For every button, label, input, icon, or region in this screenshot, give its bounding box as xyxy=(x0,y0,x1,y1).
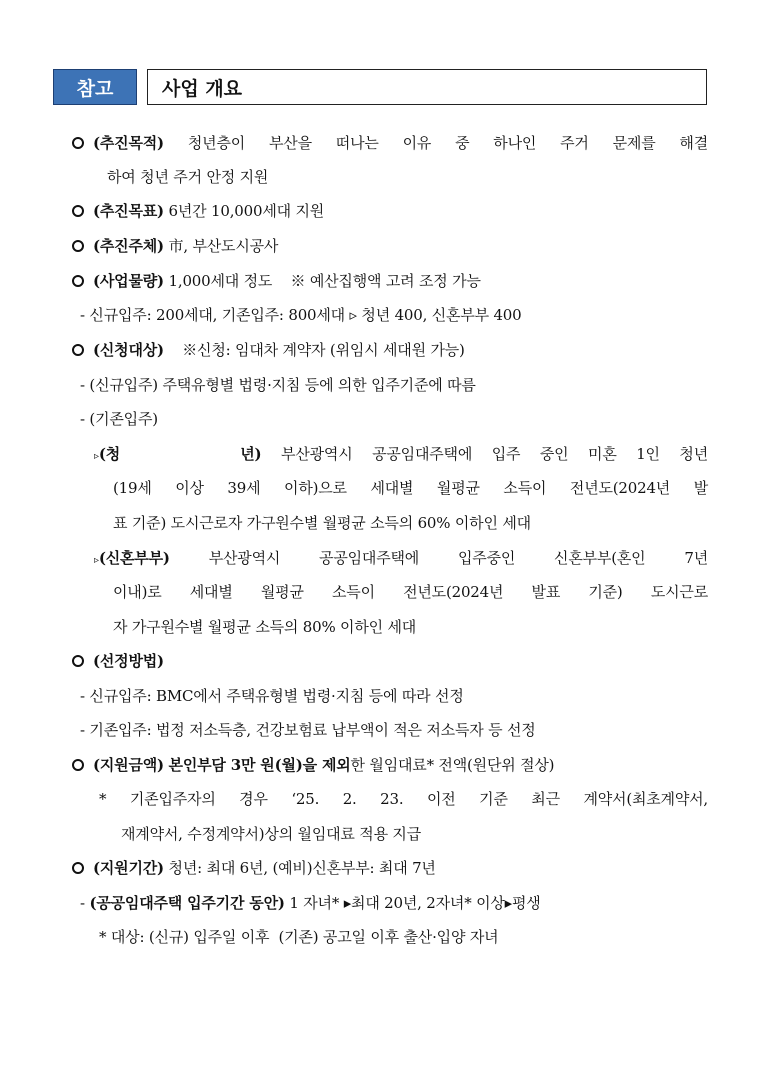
eligibility-existing: - (기존입주) xyxy=(80,410,158,428)
bullet-goal xyxy=(72,201,324,221)
selection-existing: - 기존입주: 법정 저소득층, 건강보험료 납부액이 적은 저소득자 등 선정 xyxy=(80,721,536,739)
amount-note: * 기존입주자의 경우 ‘25. 2. 23. 이전 기준 최근 계약서(최초계약서, xyxy=(99,790,708,808)
triangle-bullet-icon: ▹ xyxy=(94,555,99,566)
circle-bullet-icon xyxy=(72,205,84,217)
youth-continuation-2: 표 기준) 도시근로자 가구원수별 월평균 소득의 60% 이하인 세대 xyxy=(113,514,531,532)
bullet-period xyxy=(72,858,436,878)
item-label: (지원기간) xyxy=(93,859,164,877)
item-label: (추진목표) xyxy=(93,202,164,220)
item-dash: - xyxy=(80,894,90,912)
bullet-amount xyxy=(72,755,554,775)
item-text: 市, 부산도시공사 xyxy=(163,237,279,255)
section-title: 사업 개요 xyxy=(147,69,707,105)
amount-note-continuation: 재계약서, 수정계약서)상의 월임대료 적용 지급 xyxy=(121,825,422,843)
item-label: (청 년) xyxy=(98,445,262,463)
period-note: * 대상: (신규) 입주일 이후 (기존) 공고일 이후 출산·입양 자녀 xyxy=(99,928,499,946)
item-text: 1 자녀* ▸최대 20년, 2자녀* 이상▸평생 xyxy=(284,894,541,912)
item-text: 1,000세대 정도 ※ 예산집행액 고려 조정 가능 xyxy=(163,272,481,290)
triangle-bullet-icon: ▹ xyxy=(94,451,99,462)
item-label: (추진목적) xyxy=(93,134,164,152)
bullet-volume xyxy=(72,271,481,291)
purpose-continuation: 하여 청년 주거 안정 지원 xyxy=(107,168,269,186)
item-label: (공공임대주택 입주기간 동안) xyxy=(89,894,285,912)
item-label: (신혼부부) xyxy=(98,549,170,567)
item-label: (추진주체) xyxy=(93,237,164,255)
item-label: (지원금액) xyxy=(93,756,164,774)
period-public-housing xyxy=(80,893,541,913)
eligibility-newlyweds xyxy=(94,548,708,571)
item-text-2: 한 월임대료* 전액(원단위 절상) xyxy=(350,756,555,774)
bullet-selection xyxy=(72,651,164,671)
volume-detail: - 신규입주: 200세대, 기존입주: 800세대 ▹ 청년 400, 신혼부부 400 xyxy=(80,306,522,324)
bullet-eligibility xyxy=(72,340,465,360)
bullet-purpose xyxy=(72,133,708,153)
item-text: ※신청: 임대차 계약자 (위임시 세대원 가능) xyxy=(163,341,465,359)
selection-new: - 신규입주: BMC에서 주택유형별 법령·지침 등에 따라 선정 xyxy=(80,687,464,705)
eligibility-youth xyxy=(94,444,708,467)
reference-tag: 참고 xyxy=(53,69,137,105)
item-text: 청년층이 부산을 떠나는 이유 중 하나인 주거 문제를 해결 xyxy=(163,134,708,152)
item-text: 부산광역시 공공임대주택에 입주 중인 미혼 1인 청년 xyxy=(261,445,708,463)
circle-bullet-icon xyxy=(72,275,84,287)
circle-bullet-icon xyxy=(72,655,84,667)
item-label: (신청대상) xyxy=(93,341,164,359)
item-emphasis: 본인부담 3만 원(월)을 제외 xyxy=(168,756,351,774)
newlyweds-continuation-2: 자 가구원수별 월평균 소득의 80% 이하인 세대 xyxy=(113,618,417,636)
circle-bullet-icon xyxy=(72,137,84,149)
section-header xyxy=(53,69,707,105)
circle-bullet-icon xyxy=(72,240,84,252)
item-text: 6년간 10,000세대 지원 xyxy=(163,202,325,220)
bullet-agency xyxy=(72,236,278,256)
item-label: (사업물량) xyxy=(93,272,164,290)
circle-bullet-icon xyxy=(72,344,84,356)
circle-bullet-icon xyxy=(72,862,84,874)
newlyweds-continuation-1: 이내)로 세대별 월평균 소득이 전년도(2024년 발표 기준) 도시근로 xyxy=(113,583,708,601)
youth-continuation-1: (19세 이상 39세 이하)으로 세대별 월평균 소득이 전년도(2024년 발 xyxy=(113,479,708,497)
circle-bullet-icon xyxy=(72,759,84,771)
item-text: 부산광역시 공공임대주택에 입주중인 신혼부부(혼인 7년 xyxy=(169,549,708,567)
item-label: (선정방법) xyxy=(93,652,164,670)
eligibility-new: - (신규입주) 주택유형별 법령·지침 등에 의한 입주기준에 따름 xyxy=(80,376,476,394)
item-text: 청년: 최대 6년, (예비)신혼부부: 최대 7년 xyxy=(163,859,436,877)
